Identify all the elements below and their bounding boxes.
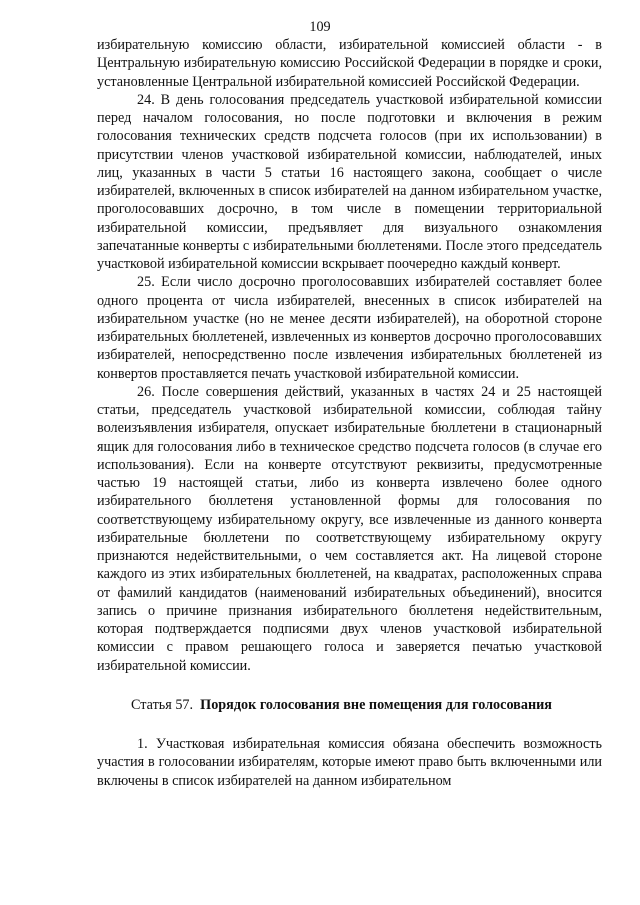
paragraph-continuation: избирательную комиссию области, избирательной комиссией области - в Центральную избирательную комиссию Российской Федерации в порядке и сроки, установленные Центральной избирательной комиссией Российской Федерации. — [97, 37, 602, 90]
paragraph-26: 26. После совершения действий, указанных в частях 24 и 25 настоящей статьи, председатель участковой избирательной комиссии, соблюдая тайну волеизъявления избирателя, опускает избирательные бюллетени в стационарный ящик для голосования либо в техническое средство подсчета голосов (в случае его использования). Если на конверте отсутствуют реквизиты, предусмотренные частью 19 настоящей статьи, либо из конверта извлечено более одного избирательного бюллетеня установленной формы для голосования по соответствующему избирательному округу, все извлеченные из данного конверта избирательные бюллетени по соответствующему избирательному округу признаются недействительными, о чем составляется акт. На лицевой стороне каждого из этих избирательных бюллетеней, на квадратах, расположенных справа от фамилий кандидатов (наименований избирательных объединений), вносится запись о причине признания избирательного бюллетеня недействительным, которая подтверждается подписями двух членов участковой избирательной комиссии с правом решающего голоса и заверяется печатью участковой избирательной комиссии. — [97, 383, 602, 674]
page-number: 109 — [309, 19, 331, 35]
paragraph-57-1: 1. Участковая избирательная комиссия обязана обеспечить возможность участия в голосовании избирателям, которые имеют право быть включенными или включены в список избирателей на данном избирательном — [97, 736, 602, 789]
paragraph-25: 25. Если число досрочно проголосовавших избирателей составляет более одного процента от числа избирателей, внесенных в список избирателей на избирательном участке (но не менее десяти избирателей), на оборотной стороне избирательных бюллетеней, извлеченных из конвертов досрочно проголосовавших избирателей, непосредственно после извлечения избирательных бюллетеней из конвертов проставляется печать участковой избирательной комиссии. — [97, 274, 602, 382]
paragraph-24: 24. В день голосования председатель участковой избирательной комиссии перед началом голосования, но после подготовки и включения в режим голосования технических средств подсчета голосов (при их использовании) в присутствии членов участковой избирательной комиссии, наблюдателей, иных лиц, указанных в части 5 статьи 16 настоящего закона, сообщает о числе избирателей, включенных в список избирателей на данном избирательном участке, проголосовавших досрочно, в том числе в помещении территориальной избирательной комиссии, предъявляет для визуального ознакомления запечатанные конверты с избирательными бюллетенями. После этого председатель участковой избирательной комиссии вскрывает поочередно каждый конверт. — [97, 91, 602, 272]
article-label: Статья 57. — [131, 696, 194, 713]
article-title: Порядок голосования вне помещения для голосования — [200, 696, 552, 713]
article-heading — [97, 696, 602, 714]
document-body — [97, 36, 602, 790]
